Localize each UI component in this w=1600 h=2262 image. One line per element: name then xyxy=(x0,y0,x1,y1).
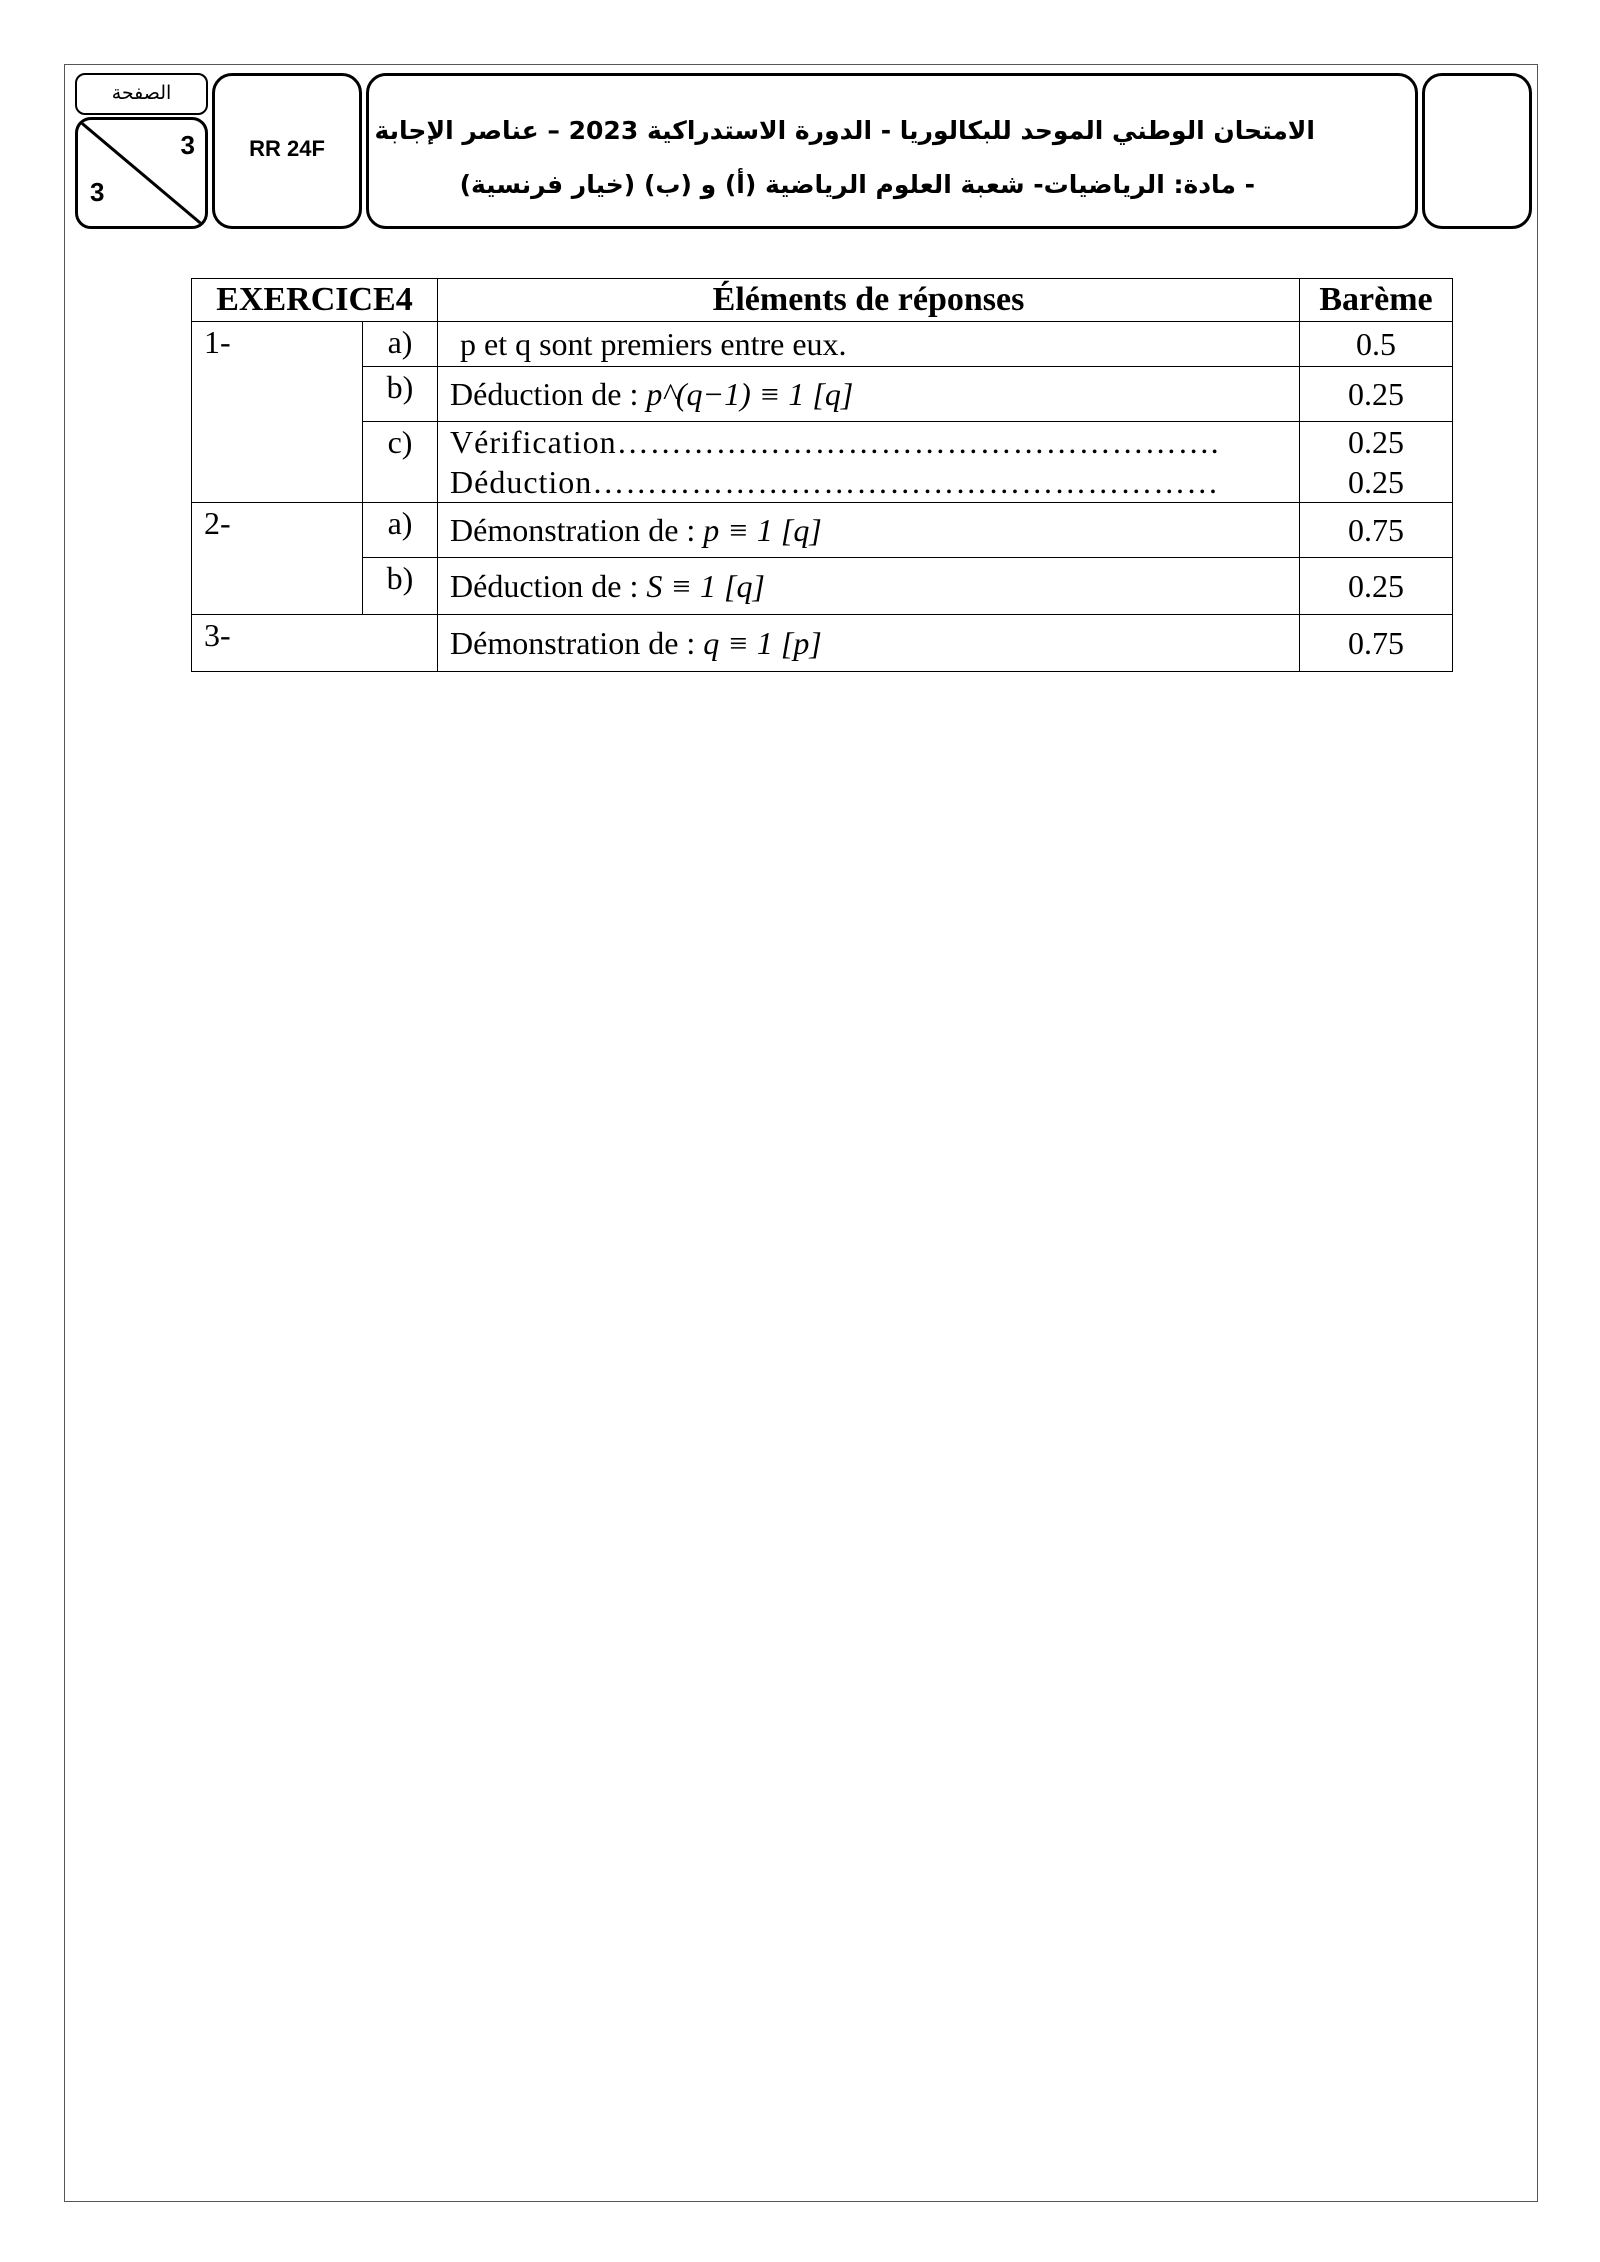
answer-element xyxy=(438,367,1300,422)
score: 0.5 xyxy=(1300,322,1453,367)
empty-box xyxy=(1422,73,1532,229)
answer-text: p et q sont premiers entre eux. xyxy=(460,326,847,362)
answer-table xyxy=(191,278,1453,672)
sub-question: a) xyxy=(363,322,438,367)
exam-code-box xyxy=(212,73,362,229)
table-row xyxy=(192,558,1453,615)
page-total: 3 xyxy=(90,177,105,207)
table-header-row xyxy=(192,279,1453,322)
table-row xyxy=(192,615,1453,672)
answer-element xyxy=(438,422,1300,503)
answer-text: Déduction de : xyxy=(450,376,647,412)
sub-question: a) xyxy=(363,503,438,558)
table-row xyxy=(192,367,1453,422)
answer-math: p ≡ 1 [q] xyxy=(703,512,822,548)
header-elements: Éléments de réponses xyxy=(438,279,1300,322)
question-number: 3- xyxy=(192,615,438,672)
sub-question: b) xyxy=(363,558,438,615)
page-current: 3 xyxy=(180,130,195,160)
title-box xyxy=(366,73,1418,229)
answer-text: Démonstration de : xyxy=(450,625,704,661)
score: 0.25 xyxy=(1300,367,1453,422)
sub-question: c) xyxy=(363,422,438,503)
table-row xyxy=(192,422,1453,503)
answer-line: Déduction………………………………………………… xyxy=(450,464,1220,500)
table-row xyxy=(192,322,1453,367)
score-line: 0.25 xyxy=(1348,464,1404,500)
answer-element xyxy=(438,503,1300,558)
page-number-box xyxy=(75,117,208,229)
answer-math: S ≡ 1 [q] xyxy=(646,568,765,604)
question-number: 1- xyxy=(192,322,363,503)
sub-question: b) xyxy=(363,367,438,422)
answer-math: p^(q−1) ≡ 1 [q] xyxy=(646,376,854,412)
score xyxy=(1300,422,1453,503)
answer-line: Vérification………………………………………………. xyxy=(450,424,1220,460)
answer-element xyxy=(438,615,1300,672)
title-line-1: الامتحان الوطني الموحد للبكالوريا - الدورة الاستدراكية 2023 – عناصر الإجابة xyxy=(374,116,1315,145)
answer-element xyxy=(438,558,1300,615)
title-line-2: - مادة: الرياضيات- شعبة العلوم الرياضية (أ) و (ب) (خيار فرنسية) xyxy=(459,170,1255,199)
question-number: 2- xyxy=(192,503,363,615)
answer-text: Déduction de : xyxy=(450,568,647,604)
exam-code: RR 24F xyxy=(249,136,325,161)
answer-text: Démonstration de : xyxy=(450,512,704,548)
table-row xyxy=(192,503,1453,558)
answer-element xyxy=(438,322,1300,367)
score: 0.75 xyxy=(1300,503,1453,558)
answer-math: q ≡ 1 [p] xyxy=(703,625,822,661)
header-exercise: EXERCICE4 xyxy=(192,279,438,322)
page-label: الصفحة xyxy=(75,73,208,115)
header-bareme: Barème xyxy=(1300,279,1453,322)
score-line: 0.25 xyxy=(1348,424,1404,460)
score: 0.25 xyxy=(1300,558,1453,615)
score: 0.75 xyxy=(1300,615,1453,672)
